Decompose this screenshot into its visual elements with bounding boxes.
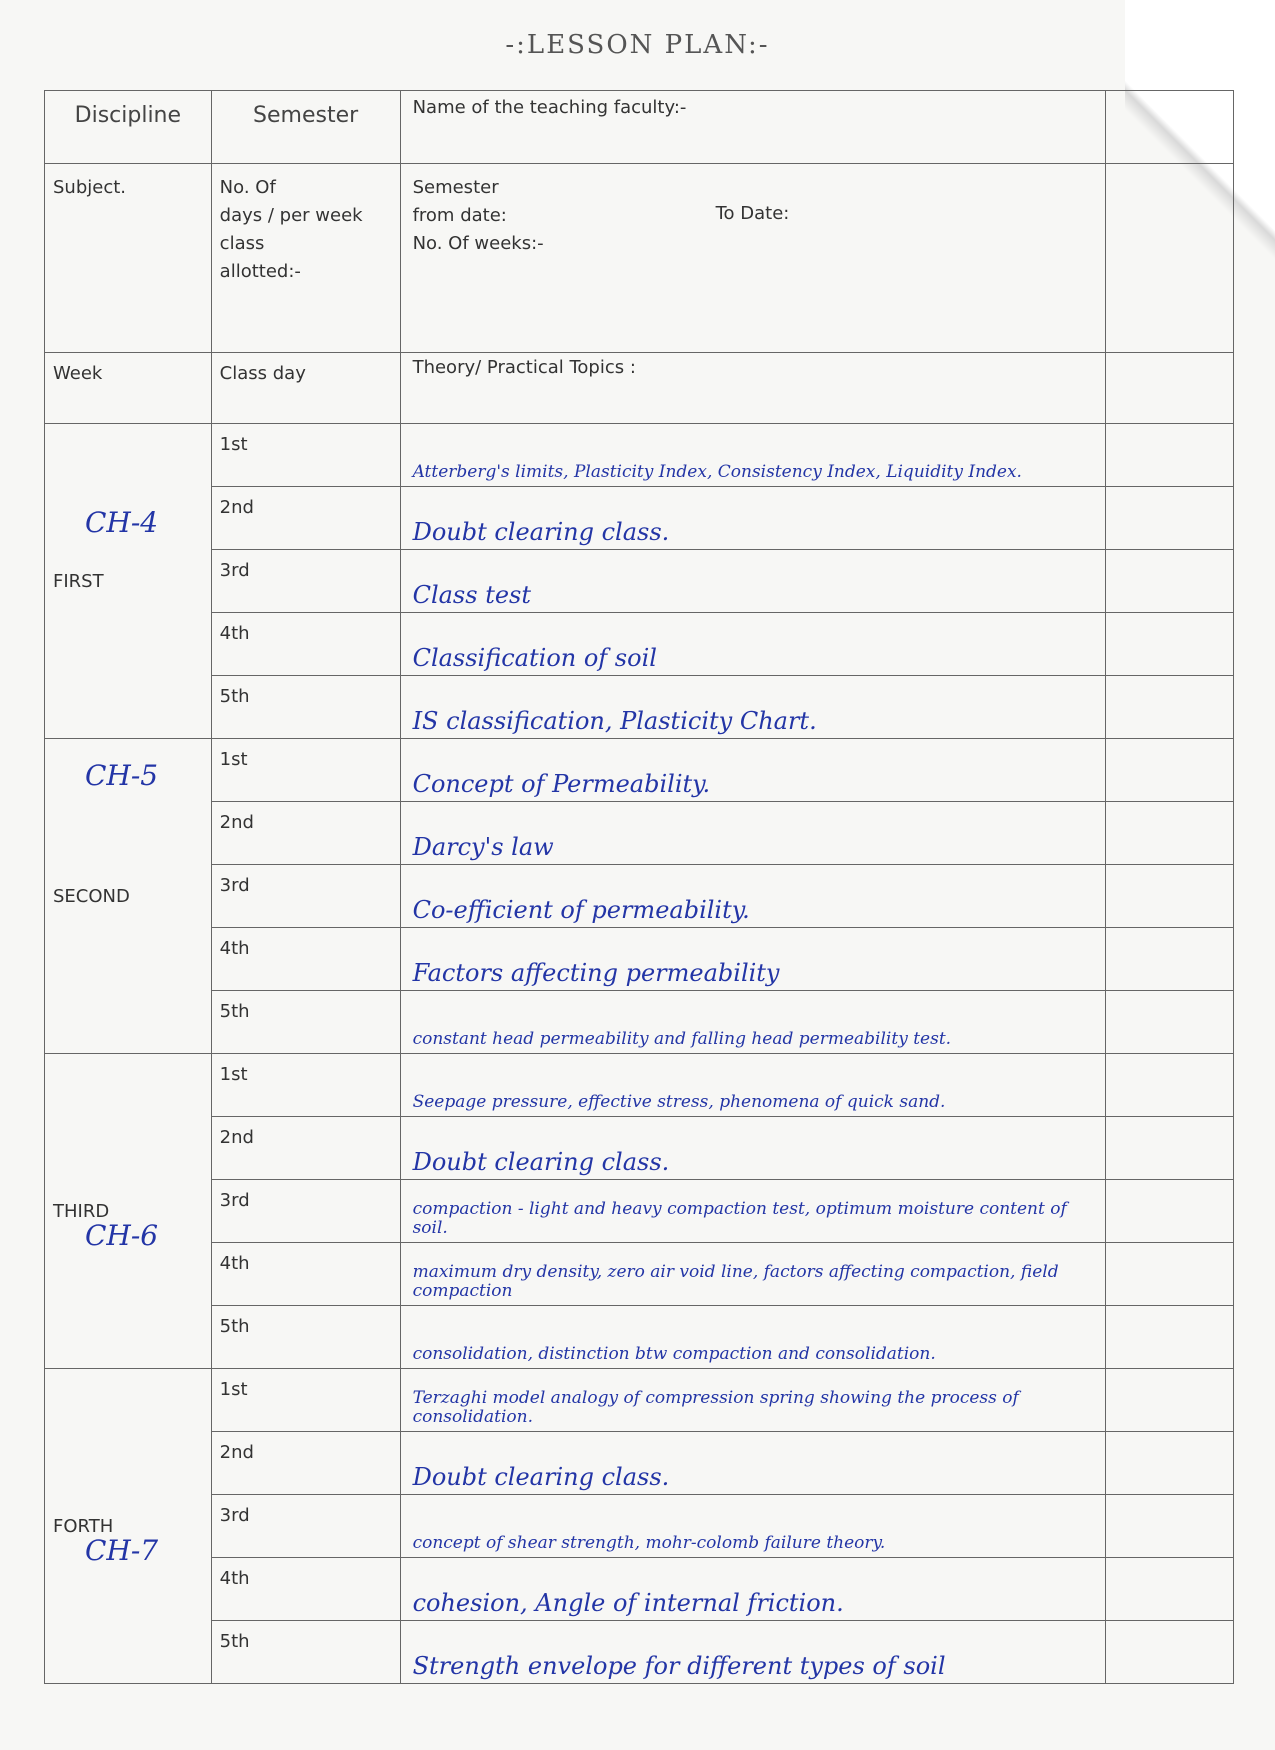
topic-cell — [400, 424, 1106, 487]
class-day-cell: 4th — [211, 613, 400, 676]
blank-cell — [1106, 802, 1234, 865]
blank-cell — [1106, 1054, 1234, 1117]
blank-cell — [1106, 487, 1234, 550]
semester-label: Semester — [412, 177, 499, 198]
table-row — [45, 550, 1234, 613]
table-row — [45, 1621, 1234, 1684]
topic-text: Class test — [412, 581, 531, 609]
table-row — [45, 1432, 1234, 1495]
blank-cell — [1106, 164, 1234, 353]
week-column-header: Week — [45, 353, 212, 424]
topic-cell — [400, 1621, 1106, 1684]
topic-cell — [400, 1180, 1106, 1243]
table-row — [45, 1243, 1234, 1306]
class-day-cell: 1st — [211, 1054, 400, 1117]
table-row — [45, 613, 1234, 676]
week-cell — [45, 424, 212, 739]
faculty-label: Name of the teaching faculty:- — [400, 91, 1106, 164]
class-day-cell: 3rd — [211, 1180, 400, 1243]
topic-text: IS classification, Plasticity Chart. — [412, 707, 817, 735]
table-row — [45, 802, 1234, 865]
topic-text: Darcy's law — [412, 833, 554, 861]
blank-cell — [1106, 1243, 1234, 1306]
topic-text: consolidation, distinction btw compaction and consolidation. — [412, 1344, 936, 1364]
topic-text: maximum dry density, zero air void line, factors affecting compaction, field compaction — [412, 1262, 1059, 1301]
table-row — [45, 1369, 1234, 1432]
to-date-label: To Date: — [715, 203, 790, 224]
blank-cell — [1106, 1180, 1234, 1243]
class-day-cell: 2nd — [211, 487, 400, 550]
table-row — [45, 991, 1234, 1054]
class-day-cell: 5th — [211, 676, 400, 739]
class-day-cell: 2nd — [211, 1117, 400, 1180]
topic-text: Classification of soil — [412, 644, 657, 672]
table-row — [45, 1306, 1234, 1369]
table-row — [45, 739, 1234, 802]
table-row — [45, 1558, 1234, 1621]
topic-cell — [400, 1117, 1106, 1180]
header-row — [45, 91, 1234, 164]
blank-cell — [1106, 424, 1234, 487]
week-label: SECOND — [53, 885, 130, 907]
class-day-column-header: Class day — [211, 353, 400, 424]
topic-cell — [400, 928, 1106, 991]
table-row — [45, 424, 1234, 487]
semester-header: Semester — [211, 91, 400, 164]
topic-text: cohesion, Angle of internal friction. — [412, 1589, 844, 1617]
topic-cell — [400, 802, 1106, 865]
class-day-cell: 5th — [211, 991, 400, 1054]
subject-label: Subject. — [45, 164, 212, 353]
class-day-cell: 3rd — [211, 550, 400, 613]
blank-cell — [1106, 1432, 1234, 1495]
chapter-note: CH-7 — [85, 1534, 159, 1567]
class-day-cell: 1st — [211, 739, 400, 802]
blank-cell — [1106, 739, 1234, 802]
topic-text: Terzaghi model analogy of compression spring showing the process of consolidation. — [412, 1388, 1019, 1427]
blank-cell — [1106, 550, 1234, 613]
semester-info — [400, 164, 1106, 353]
weeks-label: No. Of weeks:- — [412, 233, 544, 254]
topic-text: Atterberg's limits, Plasticity Index, Consistency Index, Liquidity Index. — [412, 462, 1022, 482]
week-label: FORTH — [53, 1515, 114, 1537]
class-day-cell: 4th — [211, 928, 400, 991]
topic-text: Seepage pressure, effective stress, phenomena of quick sand. — [412, 1092, 946, 1112]
class-day-cell: 3rd — [211, 865, 400, 928]
topic-cell — [400, 550, 1106, 613]
blank-cell — [1106, 676, 1234, 739]
info-row — [45, 164, 1234, 353]
blank-cell — [1106, 613, 1234, 676]
blank-cell — [1106, 1621, 1234, 1684]
topic-cell — [400, 991, 1106, 1054]
class-day-cell: 4th — [211, 1558, 400, 1621]
week-label: FIRST — [53, 570, 104, 592]
topic-cell — [400, 1369, 1106, 1432]
class-day-cell: 2nd — [211, 1432, 400, 1495]
topic-cell — [400, 1558, 1106, 1621]
class-day-cell: 1st — [211, 1369, 400, 1432]
blank-cell — [1106, 1306, 1234, 1369]
topic-text: Doubt clearing class. — [412, 1148, 670, 1176]
week-cell — [45, 739, 212, 1054]
topic-cell — [400, 1243, 1106, 1306]
topic-cell — [400, 865, 1106, 928]
topic-text: Factors affecting permeability — [412, 959, 780, 987]
topic-text: Concept of Permeability. — [412, 770, 711, 798]
class-day-cell: 2nd — [211, 802, 400, 865]
class-day-cell: 4th — [211, 1243, 400, 1306]
lesson-plan-table — [44, 90, 1234, 1684]
table-row — [45, 676, 1234, 739]
days-allotted-label: No. Of days / per week class allotted:- — [211, 164, 400, 353]
topics-column-header: Theory/ Practical Topics : — [400, 353, 1106, 424]
topic-cell — [400, 613, 1106, 676]
topic-text: compaction - light and heavy compaction test, optimum moisture content of soil. — [412, 1199, 1067, 1238]
topic-text: Co-efficient of permeability. — [412, 896, 750, 924]
table-row — [45, 1495, 1234, 1558]
class-day-cell: 5th — [211, 1621, 400, 1684]
week-label: THIRD — [53, 1200, 110, 1222]
from-date-label: from date: — [412, 205, 507, 226]
week-cell — [45, 1369, 212, 1684]
topic-cell — [400, 676, 1106, 739]
blank-cell — [1106, 991, 1234, 1054]
table-row — [45, 487, 1234, 550]
class-day-cell: 3rd — [211, 1495, 400, 1558]
topic-cell — [400, 1306, 1106, 1369]
blank-cell — [1106, 1495, 1234, 1558]
topic-text: Doubt clearing class. — [412, 1463, 670, 1491]
blank-cell — [1106, 1117, 1234, 1180]
topic-text: Strength envelope for different types of soil — [412, 1652, 946, 1680]
week-cell — [45, 1054, 212, 1369]
column-header-row — [45, 353, 1234, 424]
topic-cell — [400, 487, 1106, 550]
table-row — [45, 865, 1234, 928]
chapter-note: CH-5 — [85, 759, 159, 792]
table-row — [45, 1180, 1234, 1243]
blank-cell — [1106, 928, 1234, 991]
table-row — [45, 1117, 1234, 1180]
blank-cell — [1106, 91, 1234, 164]
topic-text: constant head permeability and falling head permeability test. — [412, 1029, 952, 1049]
chapter-note: CH-6 — [85, 1219, 159, 1252]
blank-cell — [1106, 353, 1234, 424]
blank-cell — [1106, 865, 1234, 928]
topic-cell — [400, 1054, 1106, 1117]
class-day-cell: 5th — [211, 1306, 400, 1369]
chapter-note: CH-4 — [85, 506, 159, 539]
topic-cell — [400, 1495, 1106, 1558]
discipline-header: Discipline — [45, 91, 212, 164]
topic-cell — [400, 739, 1106, 802]
page-title: -:LESSON PLAN:- — [505, 30, 770, 60]
table-row — [45, 928, 1234, 991]
topic-text: Doubt clearing class. — [412, 518, 670, 546]
table-row — [45, 1054, 1234, 1117]
blank-cell — [1106, 1558, 1234, 1621]
topic-text: concept of shear strength, mohr-colomb failure theory. — [412, 1533, 886, 1553]
topic-cell — [400, 1432, 1106, 1495]
blank-cell — [1106, 1369, 1234, 1432]
class-day-cell: 1st — [211, 424, 400, 487]
